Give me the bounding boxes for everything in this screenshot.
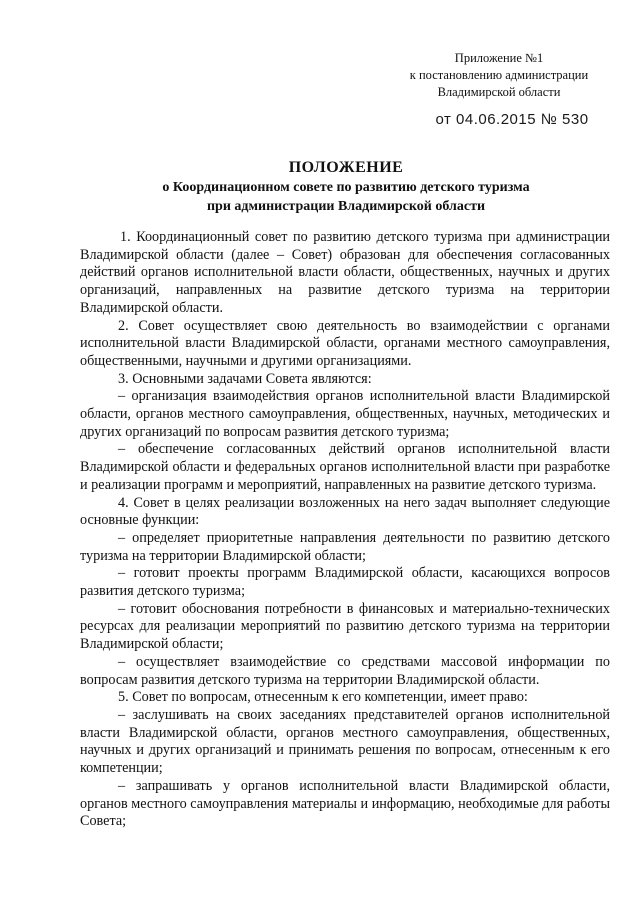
paragraph: – запрашивать у органов исполнительной власти Владимирской области, органов местного самоуправления материалы и информацию, необходимые для работы Совета; — [80, 777, 610, 830]
paragraph: – обеспечение согласованных действий органов исполнительной власти Владимирской области и федеральных органов исполнительной власти при разработке и реализации программ и мероприятий, направленных на развитие детского туризма. — [80, 441, 610, 493]
paragraph: – определяет приоритетные направления деятельности по развитию детского туризма на территории Владимирской области; — [80, 529, 610, 564]
paragraph: – готовит проекты программ Владимирской области, касающихся вопросов развития детского туризма; — [80, 565, 610, 600]
appendix-resolution: к постановлению администрации — [409, 68, 589, 82]
title-subtitle-1: о Координационном совете по развитию детского туризма — [162, 180, 530, 195]
paragraph: – осуществляет взаимодействие со средствами массовой информации по вопросам развития детского туризма на территории Владимирской области. — [80, 653, 610, 688]
title-heading: ПОЛОЖЕНИЕ — [288, 159, 404, 176]
appendix-region: Владимирской области — [437, 85, 561, 99]
date-number-stamp: от 04.06.2015 № 530 — [435, 111, 589, 128]
appendix-block — [380, 50, 618, 128]
paragraph: – готовит обоснования потребности в финансовых и материально-технических ресурсах для реализации мероприятий по развитию детского туризма на территории Владимирской области; — [80, 600, 610, 653]
document-title — [80, 157, 612, 216]
appendix-number: Приложение №1 — [454, 51, 544, 65]
paragraph: – организация взаимодействия органов исполнительной власти Владимирской области, органов местного самоуправления, общественных, научных, методических и других организаций по вопросам развития детского туризма; — [80, 388, 610, 440]
paragraph: 2. Совет осуществляет свою деятельность во взаимодействии с органами исполнительной власти Владимирской области, органами местного самоуправления, общественными, научными и другими организациями. — [80, 317, 610, 369]
title-subtitle-2: при администрации Владимирской области — [206, 199, 486, 214]
paragraph: 3. Основными задачами Совета являются: — [118, 370, 372, 387]
paragraph: 4. Совет в целях реализации возложенных на него задач выполняет следующие основные функции: — [80, 494, 610, 529]
paragraph: 5. Совет по вопросам, отнесенным к его компетенции, имеет право: — [118, 689, 528, 706]
paragraph: – заслушивать на своих заседаниях представителей органов исполнительной власти Владимирской области, органов местного самоуправления, общественных, научных и других организаций и принимать решения по вопросам, отнесенным к его компетенции; — [80, 706, 610, 777]
paragraph: 1. Координационный совет по развитию детского туризма при администрации Владимирской области (далее – Совет) образован для обеспечения согласованных действий органов исполнительной власти области, общественных, научных и других организаций, направленных на развитие детского туризма на территории Владимирской области. — [80, 229, 610, 316]
document-body — [80, 229, 610, 831]
